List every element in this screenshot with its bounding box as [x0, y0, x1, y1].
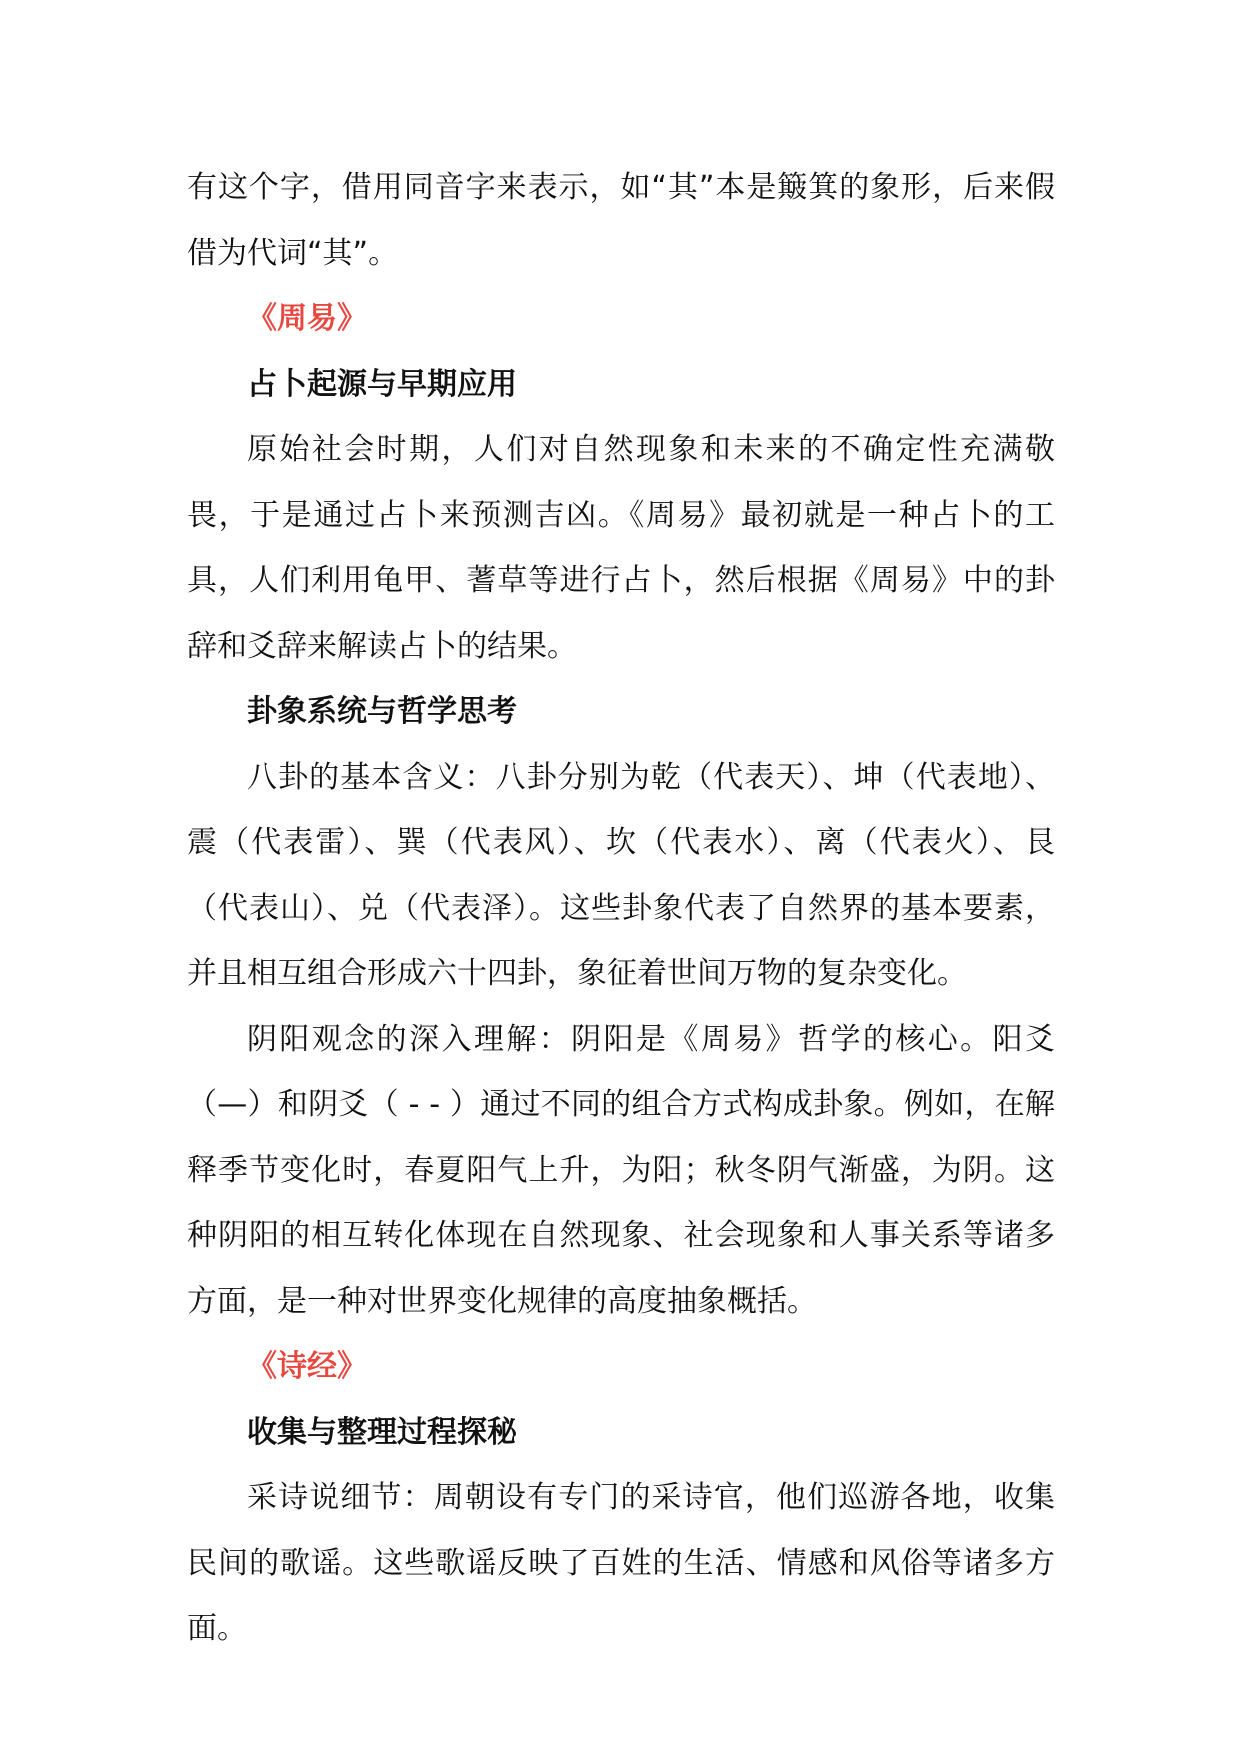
paragraph-continued: 有这个字，借用同音字来表示，如“其”本是簸箕的象形，后来假借为代词“其”。: [187, 170, 1055, 271]
paragraph-eight-trigrams: 八卦的基本含义：八卦分别为乾（代表天）、坤（代表地）、震（代表雷）、巽（代表风）、坎（代表水）、离（代表火）、艮（代表山）、兑（代表泽）。这些卦象代表了自然界的基本要素，并且相互组合形成六十四卦，象征着世间万物的复杂变化。: [187, 759, 1055, 991]
paragraph-divination: 原始社会时期，人们对自然现象和未来的不确定性充满敬畏，于是通过占卜来预测吉凶。《周易》最初就是一种占卜的工具，人们利用龟甲、蓍草等进行占卜，然后根据《周易》中的卦辞和爻辞来解读占卜的结果。: [187, 432, 1055, 664]
subheading-divination-origin: 占卜起源与早期应用: [247, 366, 517, 402]
section-title-shijing: 《诗经》: [247, 1349, 367, 1384]
section-title-zhouyi: 《周易》: [247, 301, 367, 336]
paragraph-yin-yang: 阴阳观念的深入理解：阴阳是《周易》哲学的核心。阳爻（—）和阴爻（ - - ）通过不同的组合方式构成卦象。例如，在解释季节变化时，春夏阳气上升，为阳；秋冬阴气渐盛，为阴。这种阴阳的相互转化体现在自然现象、社会现象和人事关系等诸多方面，是一种对世界变化规律的高度抽象概括。: [187, 1021, 1055, 1319]
subheading-hexagram-system: 卦象系统与哲学思考: [247, 694, 517, 729]
document-body: [187, 155, 1055, 1662]
subheading-collection-process: 收集与整理过程探秘: [247, 1414, 517, 1450]
paragraph-poem-collection: 采诗说细节：周朝设有专门的采诗官，他们巡游各地，收集民间的歌谣。这些歌谣反映了百姓的生活、情感和风俗等诸多方面。: [187, 1480, 1055, 1646]
